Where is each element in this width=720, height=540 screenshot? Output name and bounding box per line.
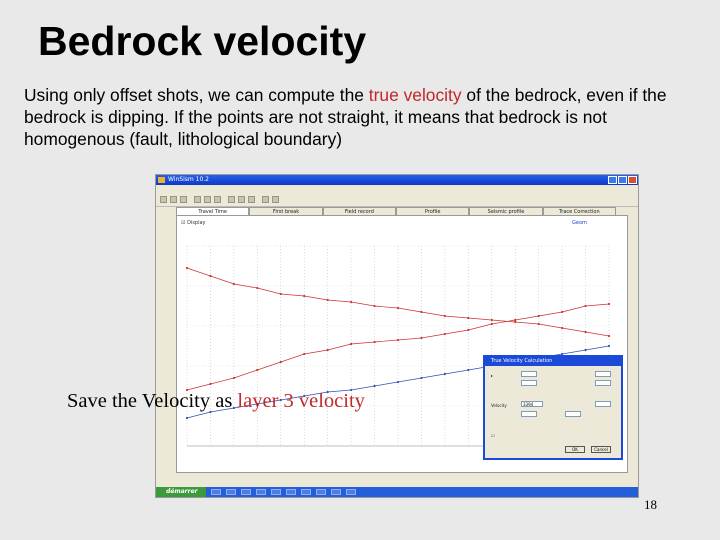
caption-text: Save the Velocity as — [67, 390, 238, 412]
taskbar-item[interactable] — [331, 489, 341, 495]
data-point — [303, 295, 305, 297]
data-point — [608, 303, 610, 305]
taskbar-item[interactable] — [301, 489, 311, 495]
save-velocity-caption — [67, 390, 365, 413]
taskbar-item[interactable] — [241, 489, 251, 495]
toolbar-button[interactable] — [204, 196, 211, 203]
toolbar-button[interactable] — [180, 196, 187, 203]
data-point — [491, 323, 493, 325]
tab-seismic-profile[interactable]: Seismic profile — [469, 207, 542, 215]
window-title: WinSism 10.2 — [168, 176, 209, 183]
data-point — [327, 299, 329, 301]
dialog-field[interactable] — [595, 401, 611, 407]
data-point — [327, 349, 329, 351]
data-point — [373, 385, 375, 387]
tab-travel-time[interactable]: Travel Time — [176, 207, 249, 215]
data-point — [350, 343, 352, 345]
data-point — [350, 301, 352, 303]
maximize-button[interactable] — [618, 176, 627, 184]
dialog-field[interactable] — [595, 371, 611, 377]
intro-text-start: Using only offset shots, we can compute the — [24, 85, 369, 105]
toolbar-button[interactable] — [170, 196, 177, 203]
data-point — [467, 329, 469, 331]
data-point — [584, 331, 586, 333]
data-point — [420, 311, 422, 313]
app-icon — [158, 177, 165, 183]
data-point — [233, 283, 235, 285]
toolbar-button[interactable] — [228, 196, 235, 203]
display-checkbox[interactable]: ☑ Display — [181, 220, 206, 226]
data-point — [397, 381, 399, 383]
toolbar-button[interactable] — [262, 196, 269, 203]
tab-field-record[interactable]: Field record — [323, 207, 396, 215]
taskbar-item[interactable] — [226, 489, 236, 495]
data-point — [608, 345, 610, 347]
dialog-field[interactable] — [521, 411, 537, 417]
taskbar-item[interactable] — [211, 489, 221, 495]
minimize-button[interactable] — [608, 176, 617, 184]
display-checkbox-label: Display — [187, 220, 206, 226]
slide-number: 18 — [644, 497, 657, 512]
intro-highlight: true velocity — [368, 85, 462, 105]
toolbar-button[interactable] — [238, 196, 245, 203]
data-point — [538, 315, 540, 317]
start-button[interactable]: démarrer — [156, 487, 206, 497]
data-point — [373, 305, 375, 307]
data-point — [303, 353, 305, 355]
data-point — [397, 307, 399, 309]
taskbar-item[interactable] — [271, 489, 281, 495]
intro-paragraph — [24, 84, 704, 150]
geometry-label: Geom — [572, 220, 587, 226]
taskbar-item[interactable] — [316, 489, 326, 495]
toolbar-button[interactable] — [160, 196, 167, 203]
data-point — [444, 333, 446, 335]
data-point — [373, 341, 375, 343]
dialog-field[interactable] — [595, 380, 611, 386]
toolbar-button[interactable] — [248, 196, 255, 203]
dialog-ok-button[interactable]: OK — [565, 446, 585, 453]
dialog-checkbox[interactable]: ☐ — [491, 433, 495, 438]
data-point — [420, 337, 422, 339]
data-point — [467, 369, 469, 371]
dialog-velocity-label: Velocity — [491, 403, 507, 408]
data-point — [280, 361, 282, 363]
data-point — [186, 267, 188, 269]
data-point — [514, 319, 516, 321]
data-point — [538, 323, 540, 325]
window-titlebar — [156, 175, 638, 185]
data-point — [186, 417, 188, 419]
tab-trace-correction[interactable]: Trace Correction — [543, 207, 616, 215]
data-point — [280, 293, 282, 295]
close-button[interactable] — [628, 176, 637, 184]
data-point — [256, 369, 258, 371]
slide-title: Bedrock velocity — [38, 18, 367, 64]
dialog-title: True Velocity Calculation — [485, 357, 621, 366]
tab-first-break[interactable]: First break — [249, 207, 322, 215]
dialog-velocity-field[interactable]: 3394 — [521, 401, 543, 407]
toolbar-button[interactable] — [214, 196, 221, 203]
data-point — [561, 327, 563, 329]
taskbar-item[interactable] — [256, 489, 266, 495]
toolbar-button[interactable] — [272, 196, 279, 203]
data-point — [584, 349, 586, 351]
data-point — [444, 315, 446, 317]
toolbar — [156, 193, 638, 207]
winsism-screenshot — [155, 174, 639, 498]
data-point — [397, 339, 399, 341]
data-point — [444, 373, 446, 375]
data-point — [256, 287, 258, 289]
true-velocity-dialog — [483, 355, 623, 460]
data-point — [561, 311, 563, 313]
menu-bar — [156, 185, 638, 193]
data-point — [209, 275, 211, 277]
taskbar — [156, 487, 638, 497]
data-point — [209, 383, 211, 385]
data-point — [608, 335, 610, 337]
tab-bar — [176, 207, 616, 215]
tab-profile[interactable]: Profile — [396, 207, 469, 215]
data-point — [584, 305, 586, 307]
data-point — [467, 317, 469, 319]
data-point — [420, 377, 422, 379]
dialog-label: ▸ — [491, 373, 494, 378]
dialog-field[interactable] — [521, 371, 537, 377]
dialog-cancel-button[interactable]: Cancel — [591, 446, 611, 453]
intro-text-end: of the bedrock, even if the bedrock is dipping. If the points are not straight, it means that bedrock is not homogenous (fault, lithological boundary) — [24, 85, 667, 149]
dialog-field[interactable] — [565, 411, 581, 417]
dialog-field[interactable] — [521, 380, 537, 386]
caption-highlight: layer 3 velocity — [237, 390, 365, 412]
taskbar-item[interactable] — [346, 489, 356, 495]
data-point — [233, 377, 235, 379]
toolbar-button[interactable] — [194, 196, 201, 203]
data-point — [514, 321, 516, 323]
taskbar-item[interactable] — [286, 489, 296, 495]
data-point — [491, 319, 493, 321]
